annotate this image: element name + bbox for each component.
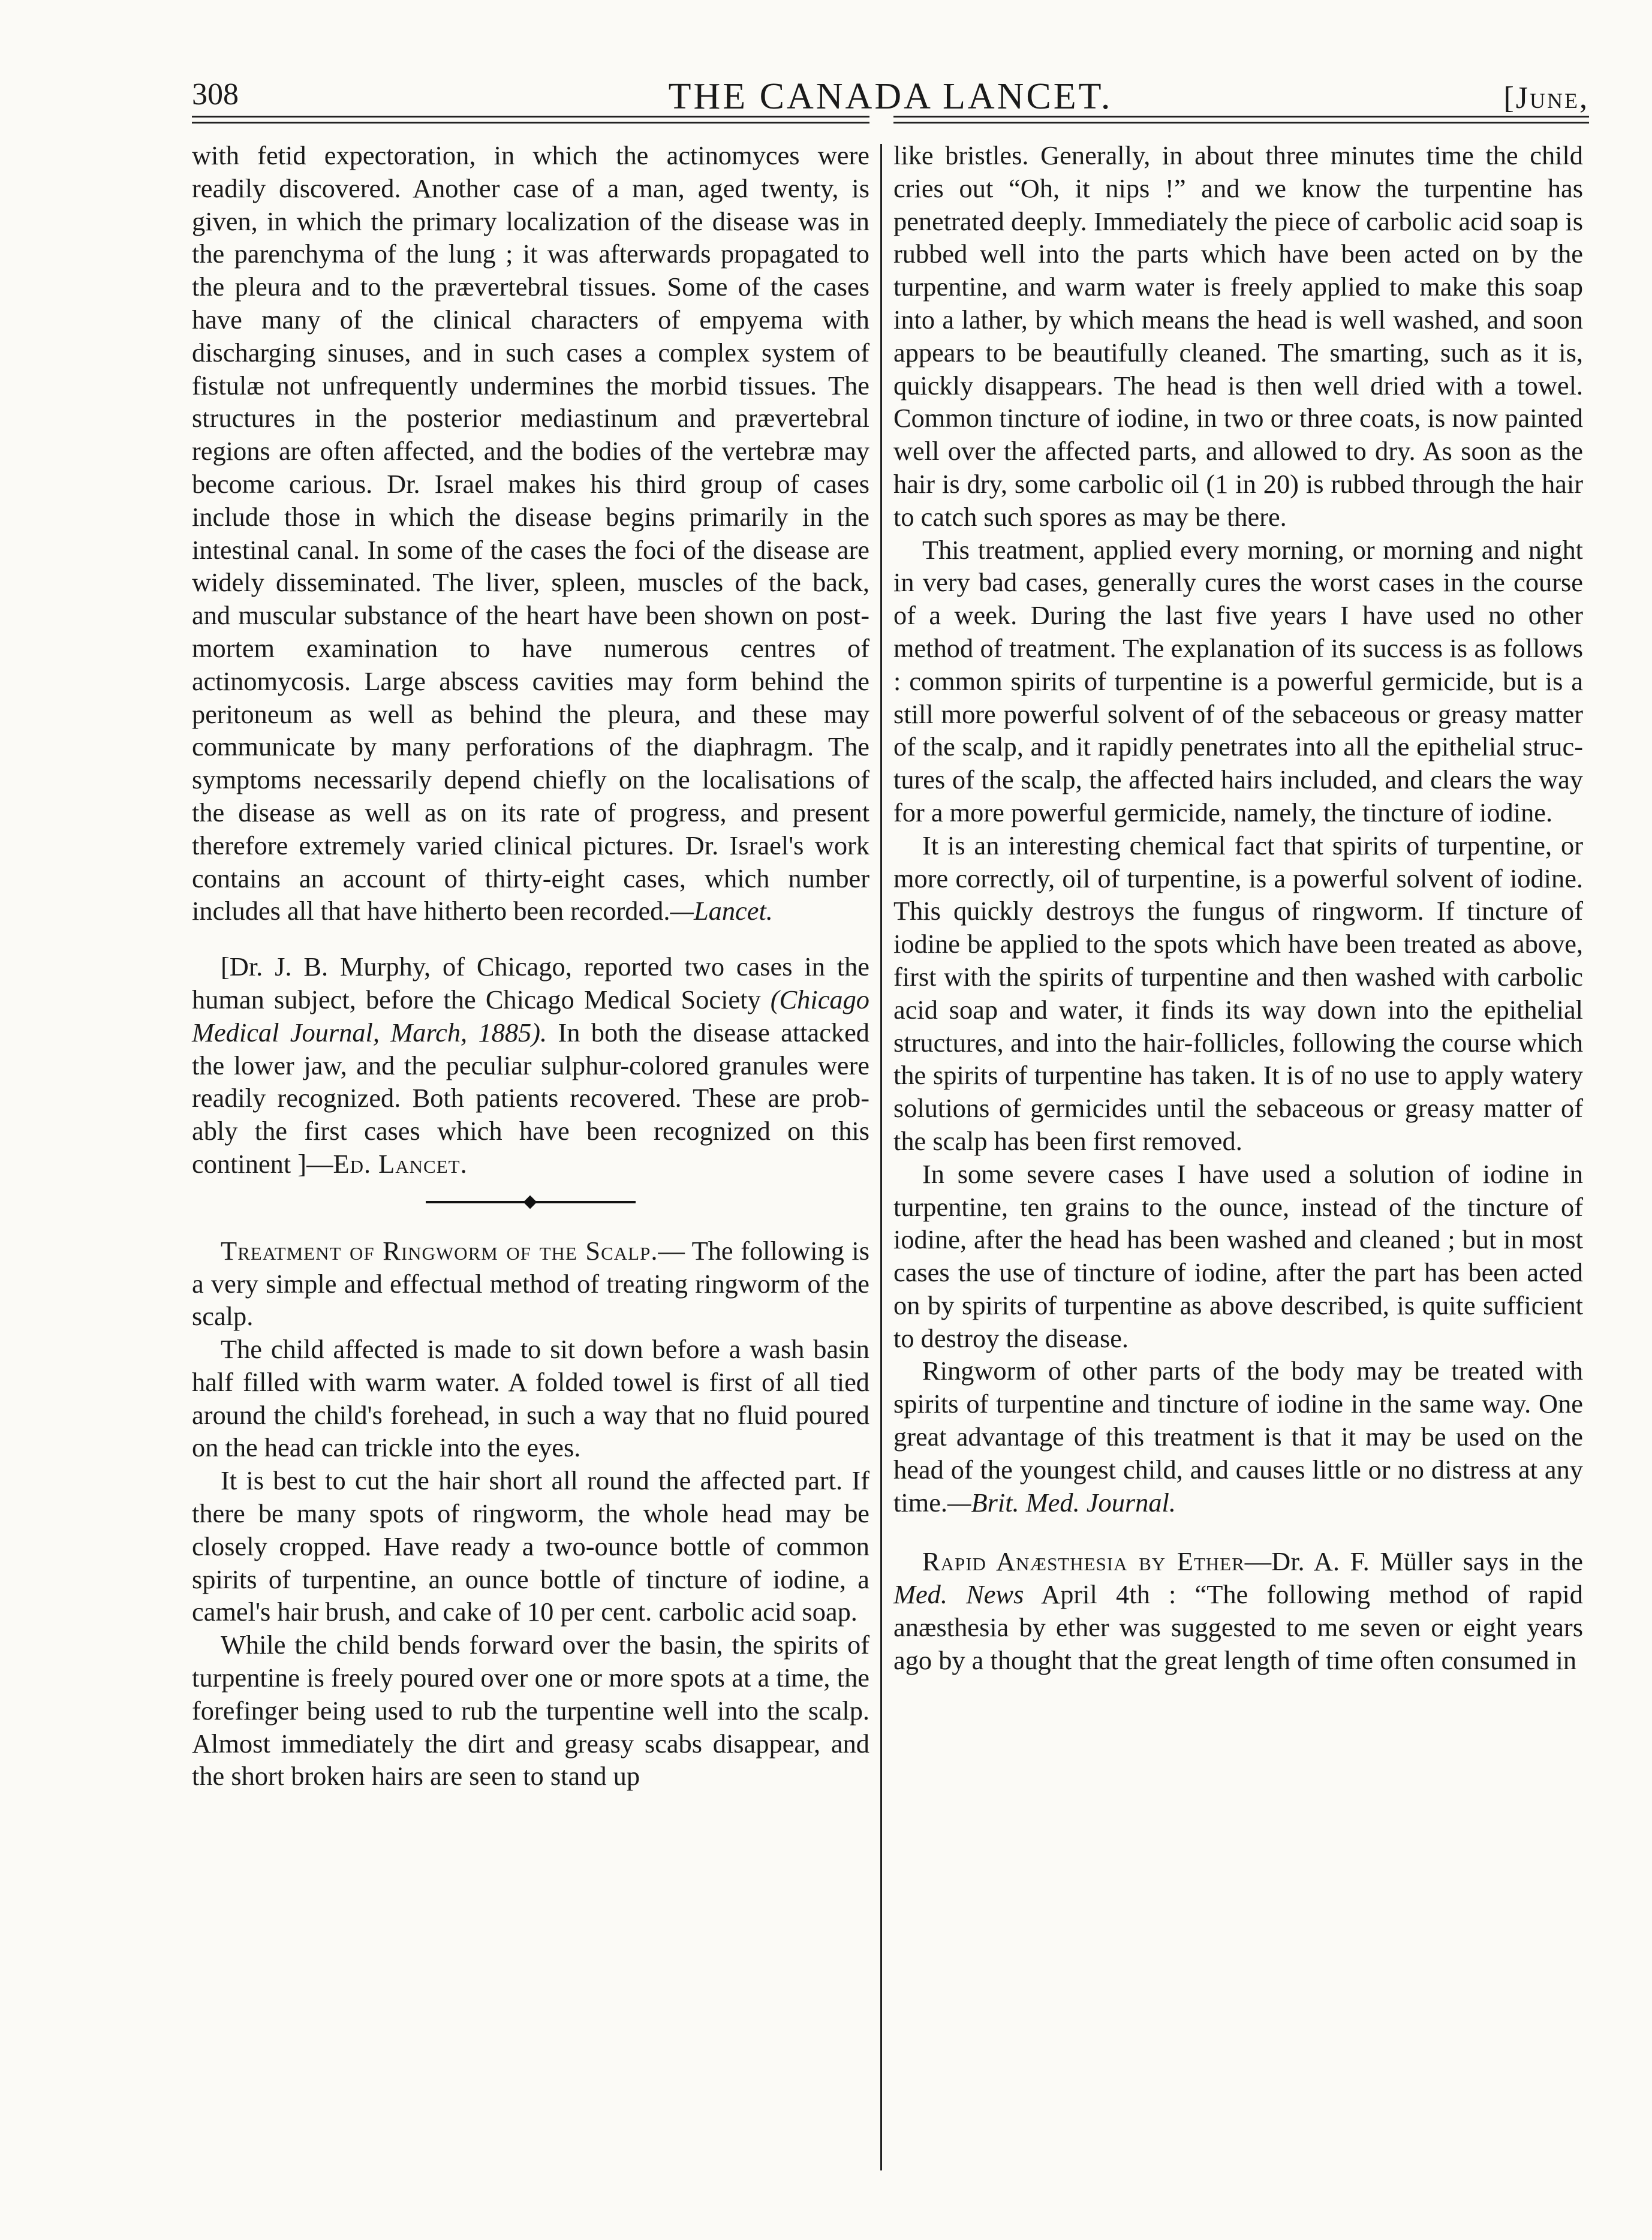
issue-month: [June, [1503, 81, 1589, 115]
editor-note-text: [Dr. J. B. Murphy, of Chicago, reported two cases in the human subject, before the Chicago Medical Society [192, 952, 869, 1014]
anaesthesia-paragraph [893, 1545, 1583, 1676]
header-rule-right-lower [893, 122, 1589, 124]
ornament-dot [523, 1195, 537, 1209]
editor-signature: Ed. Lancet. [333, 1148, 468, 1179]
page-number: 308 [192, 77, 239, 112]
paragraph-text: with fetid expectoration, in which the actinomyces were readily discovered. Another case of a man, aged twenty, is given, in which the primary localization of the disease was in the parenchyma of the lung ; it was afterwards propagated to the pleura and to the prævertebral tissues. Some of the cases have many of the clinical characters of empyema with discharging sinuses, and in such cases a complex system of fistulæ not unfrequently undermines the morbid tissues. The structures in the posterior mediastinum and prævertebral regions are often affected, and the bodies of the vertebræ may become carious. Dr. Israel makes his third group of cases include those in which the disease begins primarily in the intestinal canal. In some of the cases the foci of the disease are widely disseminated. The liver, spleen, muscles of the back, and muscular substance of the heart have been shown on post-mortem examination to have numerous centres of actinomycosis. Large abscess cavities may form behind the peritoneum as well as behind the pleura, and these may communicate by many perforations of the diaphragm. The symptoms necessarily depend chiefly on the localisations of the disease as well as on its rate of progress, and present therefore extremely varied clinical pictures. Dr. Israel's work contains an account of thirty-eight cases, which number includes all that have hitherto been recorded. [192, 140, 869, 926]
anaesthesia-text-continued: April 4th : “The following method of rapid anæsthesia by ether was suggested to me seven or eight years ago by a thought that the great length of time often consumed in [893, 1579, 1583, 1675]
anaesthesia-text: —Dr. A. F. Müller says in the [1244, 1546, 1583, 1577]
header-rule-left-upper [192, 116, 869, 118]
right-column [893, 139, 1583, 1677]
other-parts-paragraph [893, 1354, 1583, 1519]
severe-cases-paragraph: In some severe cases I have used a solution of iodine in turpentine, ten grains to the ounce, instead of the tincture of iodine, after the head has been washed and cleaned ; but in most cases the use of tincture of iodine, after the part has been acted on by spirits of turpentine as above described, is quite sufficient to destroy the disease. [893, 1158, 1583, 1353]
section-ornament [192, 1190, 869, 1214]
ringworm-application-paragraph: While the child bends forward over the basin, the spirits of turpentine is freely poured over one or more spots at a time, the forefinger being used to rub the turpentine well into the scalp. Almost immediately the dirt and greasy scabs disappear, and the short broken hairs are seen to stand up [192, 1630, 869, 1792]
left-column [192, 139, 869, 1793]
treatment-explanation-paragraph: This treatment, applied every morning, or morning and night in very bad cases, generally cures the worst cases in the course of a week. During the last five years I have used no other method of treatment. The explanation of its success is as follows : common spirits of turpentine is a powerful germicide, but is a still more powerful solvent of of the sebaceous or greasy matter of the scalp, and it rapidly penetrates into all the epithelial structures of the scalp, the affected hairs included, and clears the way for a more powerful germicide, namely, the tincture of iodine. [893, 534, 1583, 827]
iodine-solvent-paragraph: It is an interesting chemical fact that spirits of turpentine, or more correctly, oil of turpentine, is a powerful solvent of iodine. This quickly destroys the fungus of ringworm. If tincture of iodine be applied to the spots which have been treated as above, first with the spirits of turpentine and then washed with carbolic acid soap and water, it finds its way down into the epithelial structures, and into the hair-follicles, following the course which the spirits of turpentine has taken. It is of no use to apply watery solutions of germicides until the sebaceous or greasy matter of the scalp has been first removed. [893, 830, 1583, 1156]
ringworm-preparation-paragraph: It is best to cut the hair short all round the affected part. If there be many spots of ringworm, the whole head may be closely cropped. Have ready a two-ounce bottle of common spirits of turpentine, an ounce bottle of tincture of iodine, a camel's hair brush, and cake of 10 per cent. carbolic acid soap. [192, 1465, 869, 1627]
ringworm-step-paragraph: The child affected is made to sit down before a wash basin half filled with warm water. A folded towel is first of all tied around the child's forehead, in such a way that no fluid poured on the head can trickle into the eyes. [192, 1334, 869, 1463]
spacer [893, 1519, 1583, 1545]
editor-note-text-continued: In both the disease attacked the lower jaw, and the peculiar sulphur-colored granules were readily recognized. Both patients recovered. These are probably the first cases which have been recognized on this continent ]— [192, 1017, 869, 1179]
actinomycosis-paragraph [192, 139, 869, 928]
source-lancet: —Lancet. [670, 896, 773, 926]
anaesthesia-heading: Rapid Anæsthesia by Ether [922, 1546, 1245, 1577]
header-rule-right-upper [893, 116, 1589, 118]
paragraph-text: Ringworm of other parts of the body may be treated with spirits of turpentine and tincture of iodine in the same way. One great advantage of this treatment is that it may be used on the head of the youngest child, and causes little or no distress at any time. [893, 1356, 1583, 1518]
spacer [192, 928, 869, 950]
source-brit-med-journal: —Brit. Med. Journal. [947, 1487, 1176, 1518]
column-divider [880, 144, 882, 2170]
header-rule-left-lower [192, 122, 869, 124]
editor-note [192, 950, 869, 1181]
ringworm-heading: Treatment of Ringworm of the Scalp. [221, 1235, 658, 1266]
continued-paragraph: like bristles. Generally, in about three minutes time the child cries out “Oh, it nips !” and we know the turpentine has penetrated deeply. Immediately the piece of carbolic acid soap is rubbed well into the parts which have been acted on by the turpentine, and warm water is freely applied to make this soap into a lather, by which means the head is well washed, and soon appears to be beautifully cleaned. The smarting, such as it is, quickly disappears. The head is then well dried with a towel. Common tincture of iodine, in two or three coats, is now painted well over the affected parts, and allowed to dry. As soon as the hair is dry, some carbolic oil (1 in 20) is rubbed through the hair to catch such spores as may be there. [893, 140, 1583, 532]
journal-title: THE CANADA LANCET. [668, 76, 1113, 117]
running-header [192, 72, 1589, 120]
ringworm-intro-text: — The following is a very simple and effectual method of treating ringworm of the scalp. [192, 1235, 870, 1332]
journal-med-news: Med. News [893, 1579, 1024, 1610]
ringworm-intro-paragraph [192, 1235, 869, 1333]
citation-chicago-medical-journal: (Chicago Medical Journal, March, 1885). [192, 984, 869, 1047]
